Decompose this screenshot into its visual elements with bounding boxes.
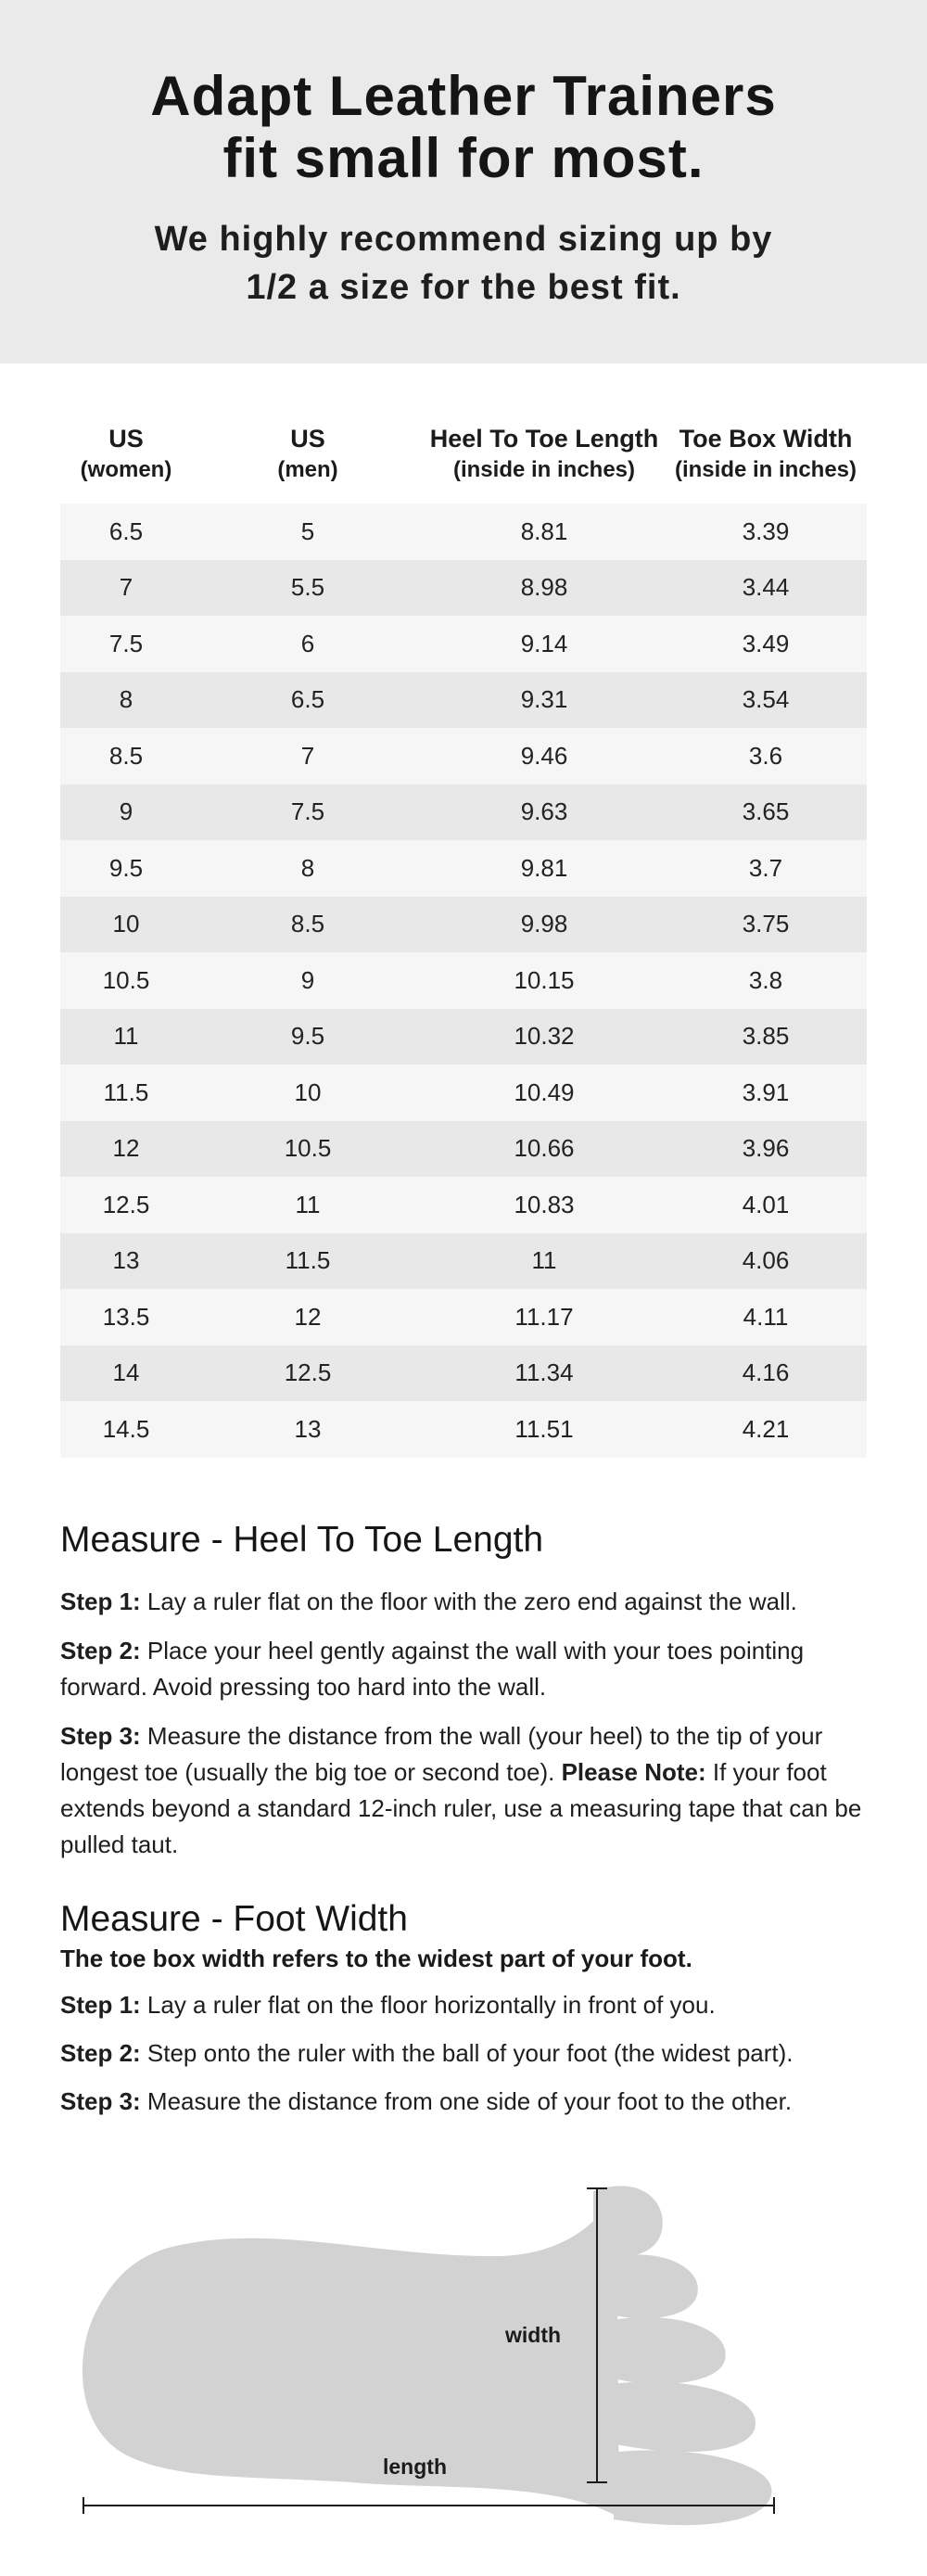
cell-toe-box-width: 3.7 (748, 853, 783, 882)
cell-toe-box-width: 4.11 (743, 1302, 789, 1331)
cell-us-women: 14.5 (102, 1414, 150, 1443)
cell-toe-box-width: 3.65 (742, 797, 790, 826)
foot-body (83, 2193, 619, 2518)
cell-us-men: 10 (294, 1078, 322, 1106)
header-heel-to-toe: Heel To Toe Length (inside in inches) (429, 425, 659, 482)
cell-toe-box-width: 3.75 (742, 910, 790, 938)
cell-toe-box-width: 3.96 (742, 1134, 790, 1163)
cell-heel-to-toe: 11 (531, 1246, 557, 1275)
cell-us-men: 11 (295, 1190, 321, 1218)
length-section-title: Measure - Heel To Toe Length (60, 1520, 544, 1560)
table-body (60, 504, 867, 1458)
page-title (0, 65, 927, 189)
width-step-2: Step 2: Step onto the ruler with the ball of your foot (the widest part). (60, 2039, 794, 2067)
cell-us-women: 14 (112, 1358, 140, 1387)
width-instructions (60, 1896, 876, 2120)
cell-toe-box-width: 3.54 (742, 685, 790, 714)
cell-heel-to-toe: 9.46 (520, 741, 568, 770)
cell-us-men: 5.5 (290, 573, 325, 602)
cell-us-women: 10.5 (102, 965, 150, 994)
header-us-women: US (women) (80, 425, 172, 482)
cell-toe-box-width: 3.49 (742, 629, 790, 657)
length-step-2: Step 2: Place your heel gently against the wall with your toes pointing forward. Avoid pressing too hard into the wall. (60, 1637, 805, 1701)
cell-toe-box-width: 4.21 (742, 1414, 790, 1443)
cell-us-women: 11 (113, 1022, 139, 1051)
cell-toe-box-width: 4.16 (742, 1358, 790, 1387)
cell-us-women: 8 (119, 685, 133, 714)
cell-heel-to-toe: 9.81 (520, 853, 568, 882)
cell-us-women: 8.5 (108, 741, 144, 770)
cell-us-women: 12 (112, 1134, 140, 1163)
cell-heel-to-toe: 9.63 (520, 797, 568, 826)
cell-heel-to-toe: 11.51 (514, 1414, 574, 1443)
cell-us-women: 7.5 (108, 629, 144, 657)
table-row (60, 560, 867, 617)
length-step-1: Step 1: Lay a ruler flat on the floor with the zero end against the wall. (60, 1588, 797, 1615)
cell-us-women: 13.5 (102, 1302, 150, 1331)
table-row (60, 504, 867, 560)
table-row (60, 1401, 867, 1458)
cell-heel-to-toe: 9.98 (520, 910, 568, 938)
table-row (60, 1345, 867, 1402)
table-row (60, 1289, 867, 1345)
table-row (60, 952, 867, 1009)
subtitle-line-1: We highly recommend sizing up by (154, 220, 773, 259)
cell-us-women: 6.5 (108, 516, 144, 545)
length-label: length (383, 2455, 447, 2479)
width-step-3: Step 3: Measure the distance from one side of your foot to the other. (60, 2087, 793, 2115)
cell-us-women: 13 (112, 1246, 140, 1275)
table-row (60, 672, 867, 729)
cell-us-men: 6.5 (290, 685, 325, 714)
cell-toe-box-width: 3.91 (742, 1078, 790, 1106)
third-toe (607, 2317, 726, 2384)
cell-us-women: 9.5 (108, 853, 144, 882)
cell-toe-box-width: 3.8 (748, 965, 783, 994)
cell-heel-to-toe: 11.17 (514, 1302, 574, 1331)
size-chart-table (60, 422, 867, 1458)
cell-us-women: 9 (119, 797, 133, 826)
title-line-1: Adapt Leather Trainers (150, 65, 777, 127)
cell-heel-to-toe: 10.66 (514, 1134, 575, 1163)
cell-us-men: 13 (294, 1414, 322, 1443)
cell-us-men: 12.5 (284, 1358, 332, 1387)
second-toe (603, 2254, 698, 2318)
table-row (60, 840, 867, 897)
cell-us-men: 8 (300, 853, 315, 882)
width-section-subtitle: The toe box width refers to the widest part of your foot. (60, 1945, 692, 1972)
please-note-label: Please Note: (561, 1758, 706, 1786)
cell-us-women: 7 (119, 573, 133, 602)
cell-us-men: 7.5 (290, 797, 325, 826)
cell-us-men: 11.5 (285, 1246, 331, 1275)
header-us-men: US (men) (277, 425, 338, 482)
length-instructions (60, 1517, 876, 1863)
cell-toe-box-width: 3.85 (742, 1022, 790, 1051)
table-row (60, 1177, 867, 1233)
cell-heel-to-toe: 10.15 (514, 965, 575, 994)
subtitle-line-2: 1/2 a size for the best fit. (246, 268, 681, 307)
cell-heel-to-toe: 9.31 (520, 685, 568, 714)
cell-toe-box-width: 3.6 (748, 741, 783, 770)
little-toe (612, 2450, 771, 2525)
table-row (60, 784, 867, 841)
cell-toe-box-width: 3.39 (742, 516, 790, 545)
table-row (60, 897, 867, 953)
fourth-toe (612, 2381, 756, 2452)
cell-heel-to-toe: 11.34 (514, 1358, 574, 1387)
table-row (60, 1009, 867, 1065)
header-banner (0, 0, 927, 363)
cell-us-men: 6 (300, 629, 315, 657)
title-line-2: fit small for most. (222, 127, 705, 189)
sizing-recommendation (0, 215, 927, 312)
cell-heel-to-toe: 8.81 (520, 516, 568, 545)
cell-us-men: 8.5 (290, 910, 325, 938)
cell-heel-to-toe: 10.83 (514, 1190, 575, 1218)
cell-us-women: 10 (112, 910, 140, 938)
foot-measurement-diagram (0, 2156, 927, 2555)
cell-heel-to-toe: 10.49 (514, 1078, 575, 1106)
cell-us-men: 12 (294, 1302, 322, 1331)
table-row (60, 616, 867, 672)
cell-toe-box-width: 4.01 (742, 1190, 790, 1218)
table-row (60, 728, 867, 784)
width-step-1: Step 1: Lay a ruler flat on the floor horizontally in front of you. (60, 1991, 716, 2019)
cell-heel-to-toe: 10.32 (514, 1022, 575, 1051)
cell-toe-box-width: 4.06 (742, 1246, 790, 1275)
cell-us-women: 11.5 (103, 1078, 149, 1106)
header-toe-box-width: Toe Box Width (inside in inches) (674, 425, 857, 482)
table-row (60, 1121, 867, 1178)
width-label: width (505, 2323, 562, 2347)
cell-us-men: 9 (300, 965, 315, 994)
table-header (60, 422, 867, 504)
big-toe (593, 2186, 663, 2256)
cell-toe-box-width: 3.44 (742, 573, 790, 602)
cell-us-men: 5 (300, 516, 315, 545)
table-row (60, 1233, 867, 1290)
cell-us-men: 9.5 (290, 1022, 325, 1051)
width-section-title: Measure - Foot Width (60, 1899, 408, 1939)
cell-heel-to-toe: 8.98 (520, 573, 568, 602)
cell-us-women: 12.5 (102, 1190, 150, 1218)
length-step-3: Step 3: Measure the distance from the wall (your heel) to the tip of your longest toe (usually the big toe or second toe). Please Note: If your foot extends beyond a standard 12-inch ruler, use a measuring tape that can be pulled taut. (60, 1722, 862, 1858)
cell-us-men: 7 (300, 741, 315, 770)
table-row (60, 1065, 867, 1121)
cell-us-men: 10.5 (284, 1134, 332, 1163)
cell-heel-to-toe: 9.14 (520, 629, 568, 657)
